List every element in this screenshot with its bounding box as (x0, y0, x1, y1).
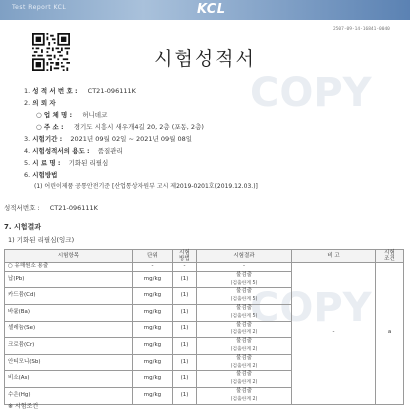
result-value: 불검출 (236, 321, 252, 328)
field-label: 성 적 서 번 호 : (32, 87, 78, 95)
results-table (4, 249, 404, 405)
section-title: 7. 시험결과 (4, 223, 42, 231)
table-row (5, 263, 404, 272)
unit-cell: mg/kg (133, 321, 173, 338)
field-label: 시험기간 : (32, 135, 63, 143)
kcl-logo: KCL (197, 2, 226, 17)
unit-cell: mg/kg (133, 288, 173, 305)
item-cell: 카드뮴(Cd) (5, 288, 133, 305)
unit-cell: - (133, 263, 173, 272)
field-label: 시 료 명 : (32, 159, 61, 167)
field-test-period (24, 134, 192, 143)
item-cell: ○ 유해원소 용출 (5, 263, 133, 272)
section-number: 5. (24, 159, 31, 167)
method-cell: - (173, 263, 197, 272)
field-value: CT21-096111K (87, 87, 136, 95)
header-cell: 시험항목 (5, 250, 133, 263)
item-cell: 바륨(Ba) (5, 304, 133, 321)
result-cell (197, 288, 292, 305)
result-cell: - (197, 263, 292, 272)
header-cell: 비 고 (292, 250, 376, 263)
method-cell: (1) (173, 304, 197, 321)
detection-limit: (검출한계 2) (230, 380, 258, 386)
header-cell: 시험 조건 (376, 250, 404, 263)
method-cell: (1) (173, 338, 197, 355)
result-value: 불검출 (236, 354, 252, 361)
unit-cell: mg/kg (133, 354, 173, 371)
item-cell: 비소(As) (5, 371, 133, 388)
unit-cell: mg/kg (133, 338, 173, 355)
section-number: 6. (24, 171, 31, 179)
item-cell: 수은(Hg) (5, 387, 133, 404)
detection-limit: (검출한계 2) (230, 346, 258, 352)
method-cell: (1) (173, 387, 197, 404)
field-value: 품질관리 (97, 147, 123, 155)
method-cell: (1) (173, 288, 197, 305)
footer-note: ※ 시험조건 (8, 403, 39, 410)
detection-limit: (검출한계 5) (230, 313, 258, 319)
method-cell: (1) (173, 271, 197, 288)
field-report-number (24, 86, 136, 95)
method-description: (1) 어린이제품 공통안전기준 [산업통상자원부 고시 제2019-0201호(2019.12.03.)] (34, 183, 258, 190)
section-number: 2. (24, 99, 31, 107)
report-number-line (4, 203, 98, 212)
field-value: CT21-096111K (49, 204, 98, 212)
result-value: 불검출 (236, 371, 252, 378)
item-cell: 크로뮴(Cr) (5, 338, 133, 355)
detection-limit: (검출한계 5) (230, 280, 258, 286)
header-cell: 단위 (133, 250, 173, 263)
field-test-method (24, 170, 57, 179)
field-client (24, 98, 56, 107)
detection-limit: (검출한계 2) (230, 363, 258, 369)
field-value: 경기도 시흥시 새우개4길 20, 2층 (포동, 2층) (73, 123, 204, 131)
field-value: 기화된 리필심 (68, 159, 109, 167)
result-cell (197, 371, 292, 388)
section-number: 1. (24, 87, 31, 95)
sample-line: 1) 기화된 리필심(잉크) (8, 236, 75, 244)
result-cell (197, 321, 292, 338)
condition-cell: a (376, 263, 404, 405)
detection-limit: (검출한계 2) (230, 396, 258, 402)
header-cell: 시험결과 (197, 250, 292, 263)
unit-cell: mg/kg (133, 271, 173, 288)
field-company (36, 110, 107, 119)
remark-cell: - (292, 263, 376, 405)
top-banner (0, 0, 410, 20)
field-value: 2021년 09월 02일 ~ 2021년 09월 08일 (70, 135, 193, 143)
result-value: 불검출 (236, 387, 252, 394)
result-cell (197, 387, 292, 404)
page-title: 시험성적서 (154, 48, 256, 70)
field-purpose (24, 146, 123, 155)
unit-cell: mg/kg (133, 304, 173, 321)
field-sample-name (24, 158, 108, 167)
field-label: ○ 주 소 : (36, 123, 64, 131)
unit-cell: mg/kg (133, 387, 173, 404)
result-value: 불검출 (236, 288, 252, 295)
watermark: COPY (250, 70, 372, 116)
field-value: 허니데코 (82, 111, 108, 119)
field-label: 시험성적서의 용도 : (32, 147, 90, 155)
detection-limit: (검출한계 2) (230, 330, 258, 336)
header-cell: 시험 방법 (173, 250, 197, 263)
item-cell: 셀레늄(Se) (5, 321, 133, 338)
detection-limit: (검출한계 5) (230, 297, 258, 303)
section-number: 4. (24, 147, 31, 155)
method-cell: (1) (173, 354, 197, 371)
result-cell (197, 354, 292, 371)
banner-text: Test Report KCL (12, 4, 67, 11)
watermark-lower: COPY (250, 285, 372, 331)
item-cell: 안티모니(Sb) (5, 354, 133, 371)
result-value: 불검출 (236, 271, 252, 278)
document-id: 2507-09-14-16841-0040 (333, 27, 390, 32)
method-cell: (1) (173, 321, 197, 338)
method-cell: (1) (173, 371, 197, 388)
field-label: 의 뢰 자 (32, 99, 56, 107)
field-label: ○ 업 체 명 : (36, 111, 73, 119)
result-cell (197, 338, 292, 355)
result-cell (197, 271, 292, 288)
table-header-row (5, 250, 404, 263)
result-value: 불검출 (236, 338, 252, 345)
field-address (36, 122, 204, 131)
result-value: 불검출 (236, 304, 252, 311)
section-number: 3. (24, 135, 31, 143)
unit-cell: mg/kg (133, 371, 173, 388)
item-cell: 납(Pb) (5, 271, 133, 288)
field-label: 시험방법 (32, 171, 58, 179)
field-label: 성적서번호 : (4, 204, 40, 212)
result-cell (197, 304, 292, 321)
